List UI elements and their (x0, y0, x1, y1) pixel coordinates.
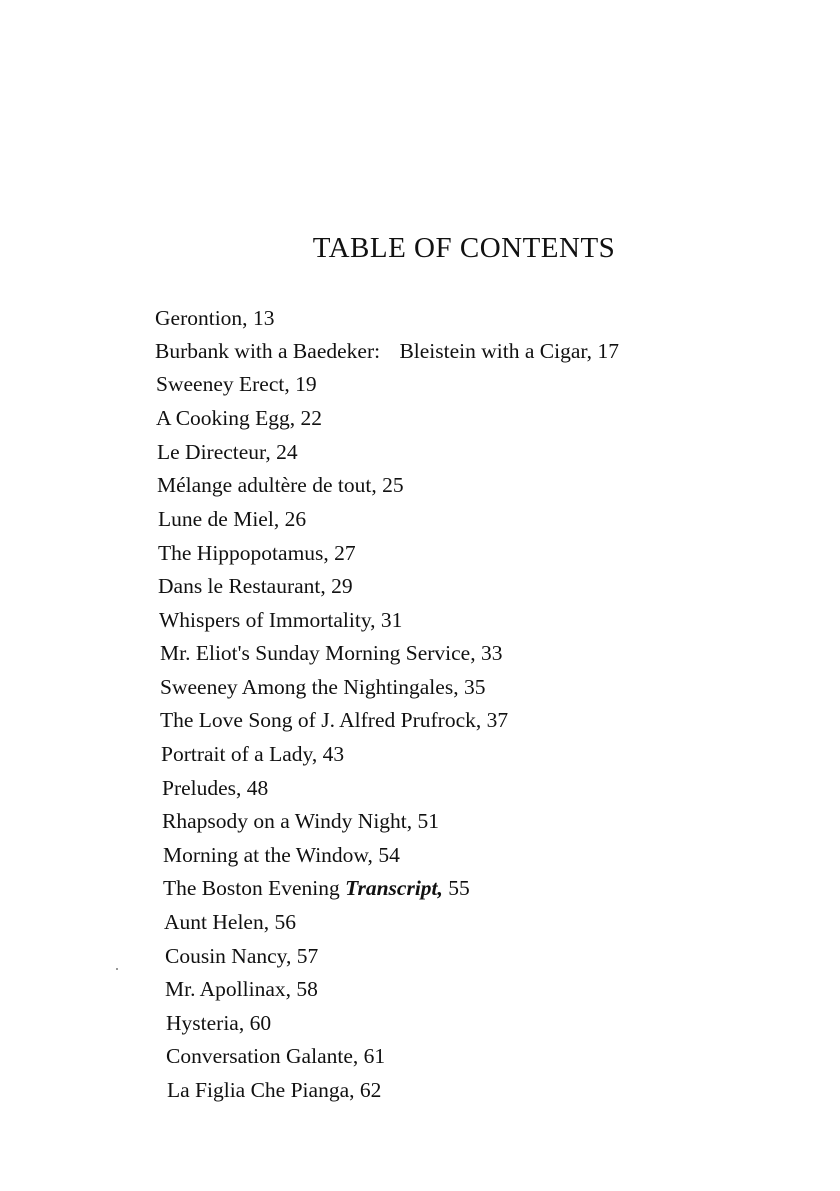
entry-title: Mélange adultère de tout, (157, 473, 377, 497)
toc-entry (155, 305, 274, 331)
entry-page: 17 (597, 339, 619, 363)
entry-page: 22 (300, 406, 323, 430)
entry-page: 27 (334, 541, 356, 565)
entry-title: Morning at the Window, (163, 843, 373, 867)
toc-entry (157, 472, 404, 498)
entry-title: Mr. Apollinax, (165, 977, 292, 1001)
toc-entry (164, 909, 296, 935)
entry-page: 26 (284, 507, 307, 531)
entry-title: Whispers of Immortality, (159, 608, 376, 632)
toc-entry (160, 640, 502, 666)
toc-entry (158, 506, 306, 532)
entry-page: 56 (274, 910, 296, 934)
toc-entry (155, 338, 619, 364)
entry-page: 62 (359, 1078, 382, 1102)
entry-title-italic: Transcript, (345, 876, 443, 900)
entry-title: Portrait of a Lady, (161, 742, 318, 766)
entry-page: 31 (380, 608, 403, 632)
toc-entry (156, 371, 317, 397)
entry-title: Sweeney Among the Nightingales, (160, 675, 459, 699)
toc-entry (159, 607, 402, 633)
entry-page: 57 (296, 944, 319, 968)
entry-title: Preludes, (162, 776, 242, 800)
entry-title: Aunt Helen, (164, 910, 270, 934)
toc-entry (163, 875, 470, 901)
entry-page: 29 (331, 574, 353, 598)
entry-page: 54 (378, 843, 400, 867)
entry-title: Cousin Nancy, (165, 944, 292, 968)
toc-entry (166, 1010, 271, 1036)
toc-entry (167, 1077, 381, 1103)
entry-page: 60 (249, 1011, 272, 1035)
entry-title: A Cooking Egg, (156, 406, 296, 430)
toc-entry (160, 674, 485, 700)
entry-title: The Love Song of J. Alfred Prufrock, (160, 708, 482, 732)
entry-title: Lune de Miel, (158, 507, 280, 531)
entry-page: 13 (252, 306, 275, 330)
entry-title: Burbank with a Baedeker: (155, 339, 381, 363)
entry-page: 43 (322, 742, 345, 766)
toc-entry (160, 707, 508, 733)
page-title: TABLE OF CONTENTS (312, 232, 616, 264)
entry-page: 61 (363, 1044, 386, 1068)
entry-title: La Figlia Che Pianga, (167, 1078, 355, 1102)
entry-title: The Boston Evening (163, 876, 340, 900)
entry-title: Sweeney Erect, (156, 372, 290, 396)
entry-page: 51 (417, 809, 440, 833)
toc-entry (165, 943, 318, 969)
toc-entry (156, 405, 322, 431)
entry-subtitle: Bleistein with a Cigar, (399, 339, 593, 363)
toc-entry (161, 741, 344, 767)
entry-page: 25 (382, 473, 404, 497)
toc-entry (162, 775, 268, 801)
toc-entry (166, 1043, 385, 1069)
toc-entry (162, 808, 439, 834)
toc-entry (158, 573, 353, 599)
entry-title: Hysteria, (166, 1011, 245, 1035)
scan-speck (116, 968, 118, 970)
entry-title: Dans le Restaurant, (158, 574, 326, 598)
entry-page: 33 (480, 641, 503, 665)
entry-page: 37 (486, 708, 509, 732)
entry-page: 24 (276, 440, 298, 464)
entry-page: 35 (463, 675, 486, 699)
entry-title: Conversation Galante, (166, 1044, 359, 1068)
entry-page: 48 (246, 776, 269, 800)
entry-page: 19 (295, 372, 317, 396)
entry-page: 55 (448, 876, 470, 900)
entry-title: Rhapsody on a Windy Night, (162, 809, 413, 833)
toc-entry (165, 976, 318, 1002)
toc-entry (158, 540, 356, 566)
entry-title: Mr. Eliot's Sunday Morning Service, (160, 641, 476, 665)
toc-entry (163, 842, 400, 868)
entry-title: Gerontion, (155, 306, 248, 330)
entry-title: The Hippopotamus, (158, 541, 329, 565)
toc-entry (157, 439, 298, 465)
entry-page: 58 (296, 977, 318, 1001)
entry-title: Le Directeur, (157, 440, 271, 464)
